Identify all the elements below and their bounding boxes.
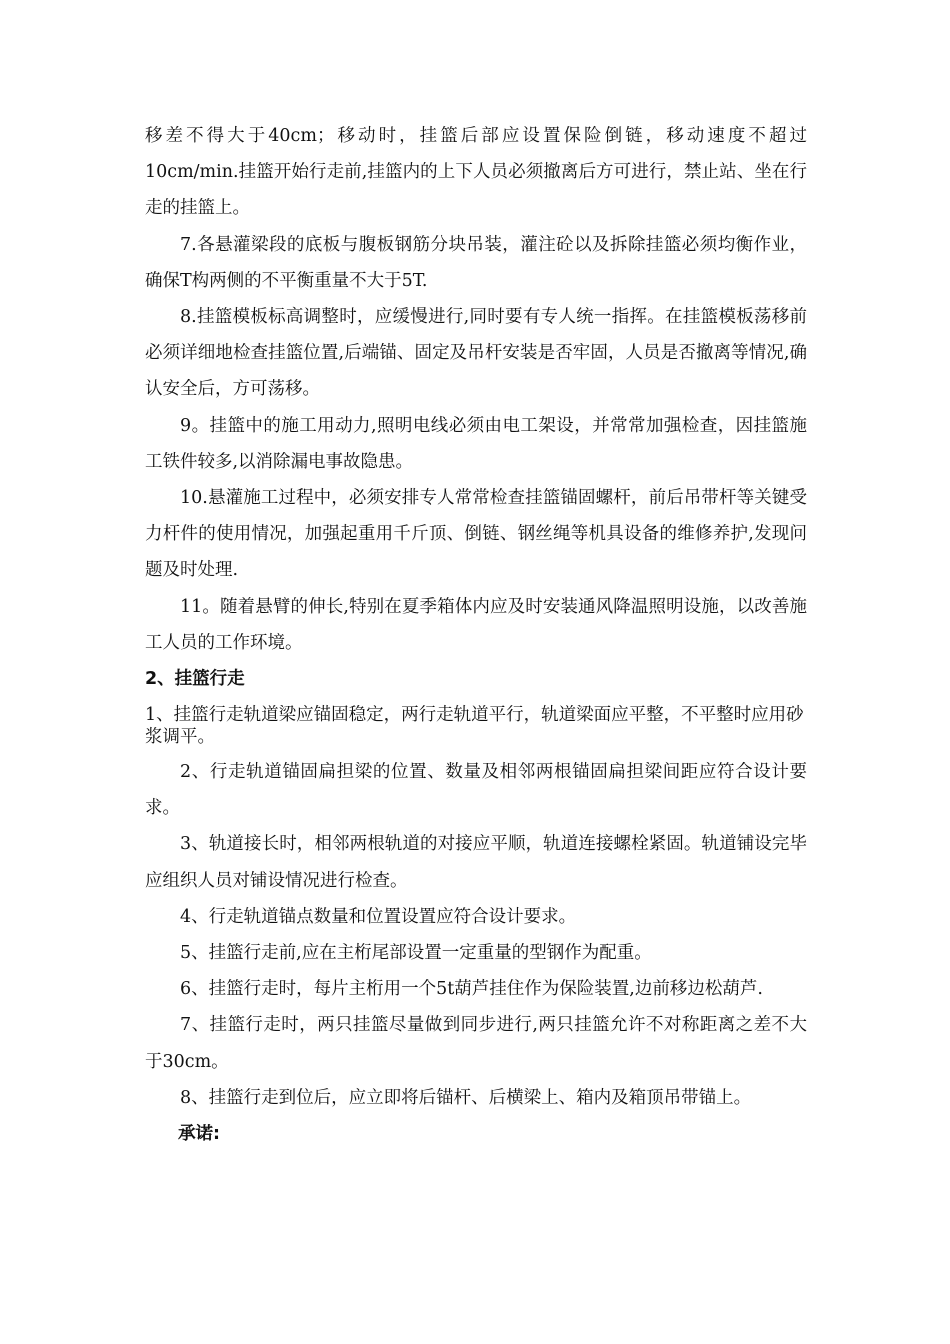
section2-item-1 xyxy=(145,697,807,754)
paragraph-9: 9。挂篮中的施工用动力,照明电线必须由电工架设，并常常加强检查，因挂篮施工铁件较多,以消除漏电事故隐患。 xyxy=(145,415,807,472)
paragraph-7: 7.各悬灌梁段的底板与腹板钢筋分块吊装，灌注砼以及拆除挂篮必须均衡作业，确保T构两侧的不平衡重量不大于5T. xyxy=(145,234,807,291)
paragraph-10: 10.悬灌施工过程中，必须安排专人常常检查挂篮锚固螺杆，前后吊带杆等关键受力杆件的使用情况，加强起重用千斤顶、倒链、钢丝绳等机具设备的维修养护,发现问题及时处理. xyxy=(145,488,807,581)
section2-item-5: 5、挂篮行走前,应在主桁尾部设置一定重量的型钢作为配重。 xyxy=(180,943,652,964)
document-page xyxy=(145,118,807,1152)
section2-item-1-line1: 1、挂篮行走轨道梁应锚固稳定，两行走轨道平行，轨道梁面应平整，不平整时应用砂 xyxy=(145,705,804,726)
section-heading-2: 2、挂篮行走 xyxy=(145,669,245,690)
promise-heading: 承诺: xyxy=(178,1124,220,1145)
section2-item-7: 7、挂篮行走时，两只挂篮尽量做到同步进行,两只挂篮允许不对称距离之差不大于30cm。 xyxy=(145,1015,807,1072)
section2-item-2: 2、行走轨道锚固扁担梁的位置、数量及相邻两根锚固扁担梁间距应符合设计要求。 xyxy=(145,762,807,819)
section2-item-3: 3、轨道接长时，相邻两根轨道的对接应平顺，轨道连接螺栓紧固。轨道铺设完毕应组织人员对铺设情况进行检查。 xyxy=(145,834,807,891)
section2-item-6: 6、挂篮行走时，每片主桁用一个5t葫芦挂住作为保险装置,边前移边松葫芦. xyxy=(180,979,763,1000)
section2-item-8: 8、挂篮行走到位后，应立即将后锚杆、后横梁上、箱内及箱顶吊带锚上。 xyxy=(180,1087,752,1108)
paragraph-8: 8.挂篮模板标高调整时，应缓慢进行,同时要有专人统一指挥。在挂篮模板荡移前必须详细地检查挂篮位置,后端锚、固定及吊杆安装是否牢固，人员是否撤离等情况,确认安全后，方可荡移。 xyxy=(145,307,807,400)
section2-item-1-line2: 浆调平。 xyxy=(145,727,215,748)
section2-item-4: 4、行走轨道锚点数量和位置设置应符合设计要求。 xyxy=(180,906,577,927)
paragraph-11: 11。随着悬臂的伸长,特别在夏季箱体内应及时安装通风降温照明设施，以改善施工人员的工作环境。 xyxy=(145,596,807,653)
paragraph-continuation: 移差不得大于40cm；移动时，挂篮后部应设置保险倒链，移动速度不超过10cm/min.挂篮开始行走前,挂篮内的上下人员必须撤离后方可进行，禁止站、坐在行走的挂篮上。 xyxy=(145,126,807,219)
